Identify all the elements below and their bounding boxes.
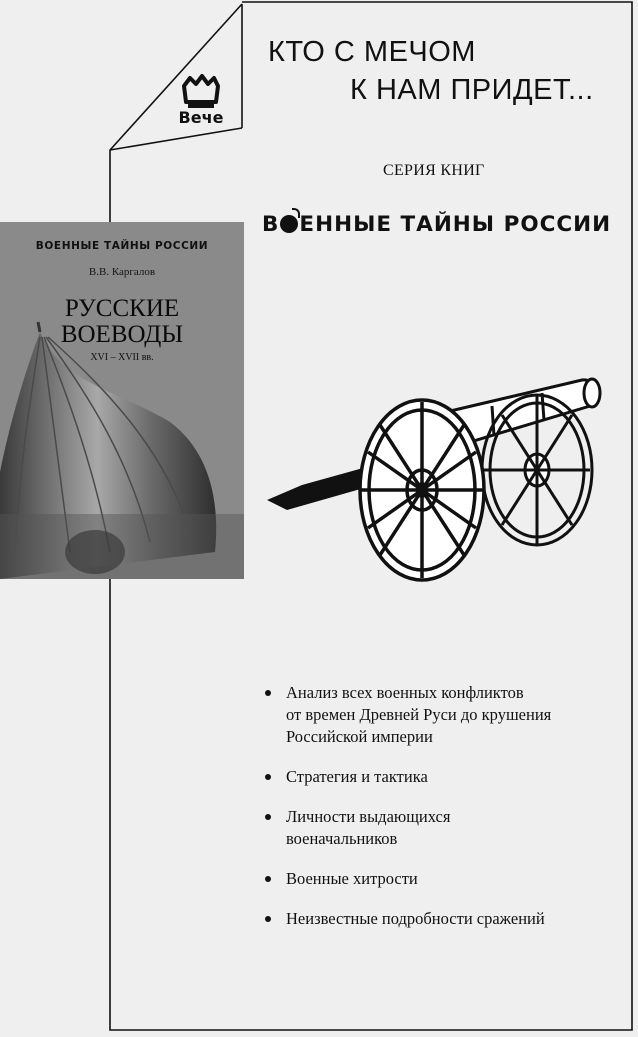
headline-line-1: КТО С МЕЧОМ	[268, 36, 476, 68]
feature-text: Российской империи	[286, 727, 433, 746]
bomb-icon	[280, 215, 298, 233]
feature-text: Неизвестные подробности сражений	[286, 909, 545, 928]
publisher-logo-text: Вече	[178, 108, 224, 127]
book-title-line-2: ВОЕВОДЫ	[60, 321, 184, 348]
feature-text: военачальников	[286, 829, 398, 848]
series-name	[262, 212, 611, 237]
feature-text: от времен Древней Руси до крушения	[286, 705, 552, 724]
book-title-line-1: РУССКИЕ	[64, 295, 180, 322]
feature-text: Стратегия и тактика	[286, 767, 428, 786]
list-item	[262, 766, 622, 788]
headline-line-2: К НАМ ПРИДЕТ...	[350, 74, 594, 106]
book-series: ВОЕННЫЕ ТАЙНЫ РОССИИ	[35, 240, 209, 252]
list-item	[262, 908, 622, 930]
series-label: СЕРИЯ КНИГ	[383, 162, 485, 179]
feature-text: Личности выдающихся	[286, 807, 451, 826]
book-cover	[0, 222, 244, 579]
list-item	[262, 806, 622, 850]
list-item	[262, 868, 622, 890]
series-name-rest: ЕННЫЕ ТАЙНЫ РОССИИ	[299, 212, 612, 237]
book-title	[0, 296, 244, 348]
cannon-icon	[262, 360, 612, 590]
list-item	[262, 682, 622, 748]
feature-text: Военные хитрости	[286, 869, 418, 888]
book-author: В.В. Каргалов	[88, 266, 156, 278]
feature-list	[262, 682, 622, 948]
book-subtitle: XVI – XVII вв.	[90, 352, 154, 363]
series-name-prefix: В	[262, 212, 280, 237]
feature-text: Анализ всех военных конфликтов	[286, 683, 524, 702]
